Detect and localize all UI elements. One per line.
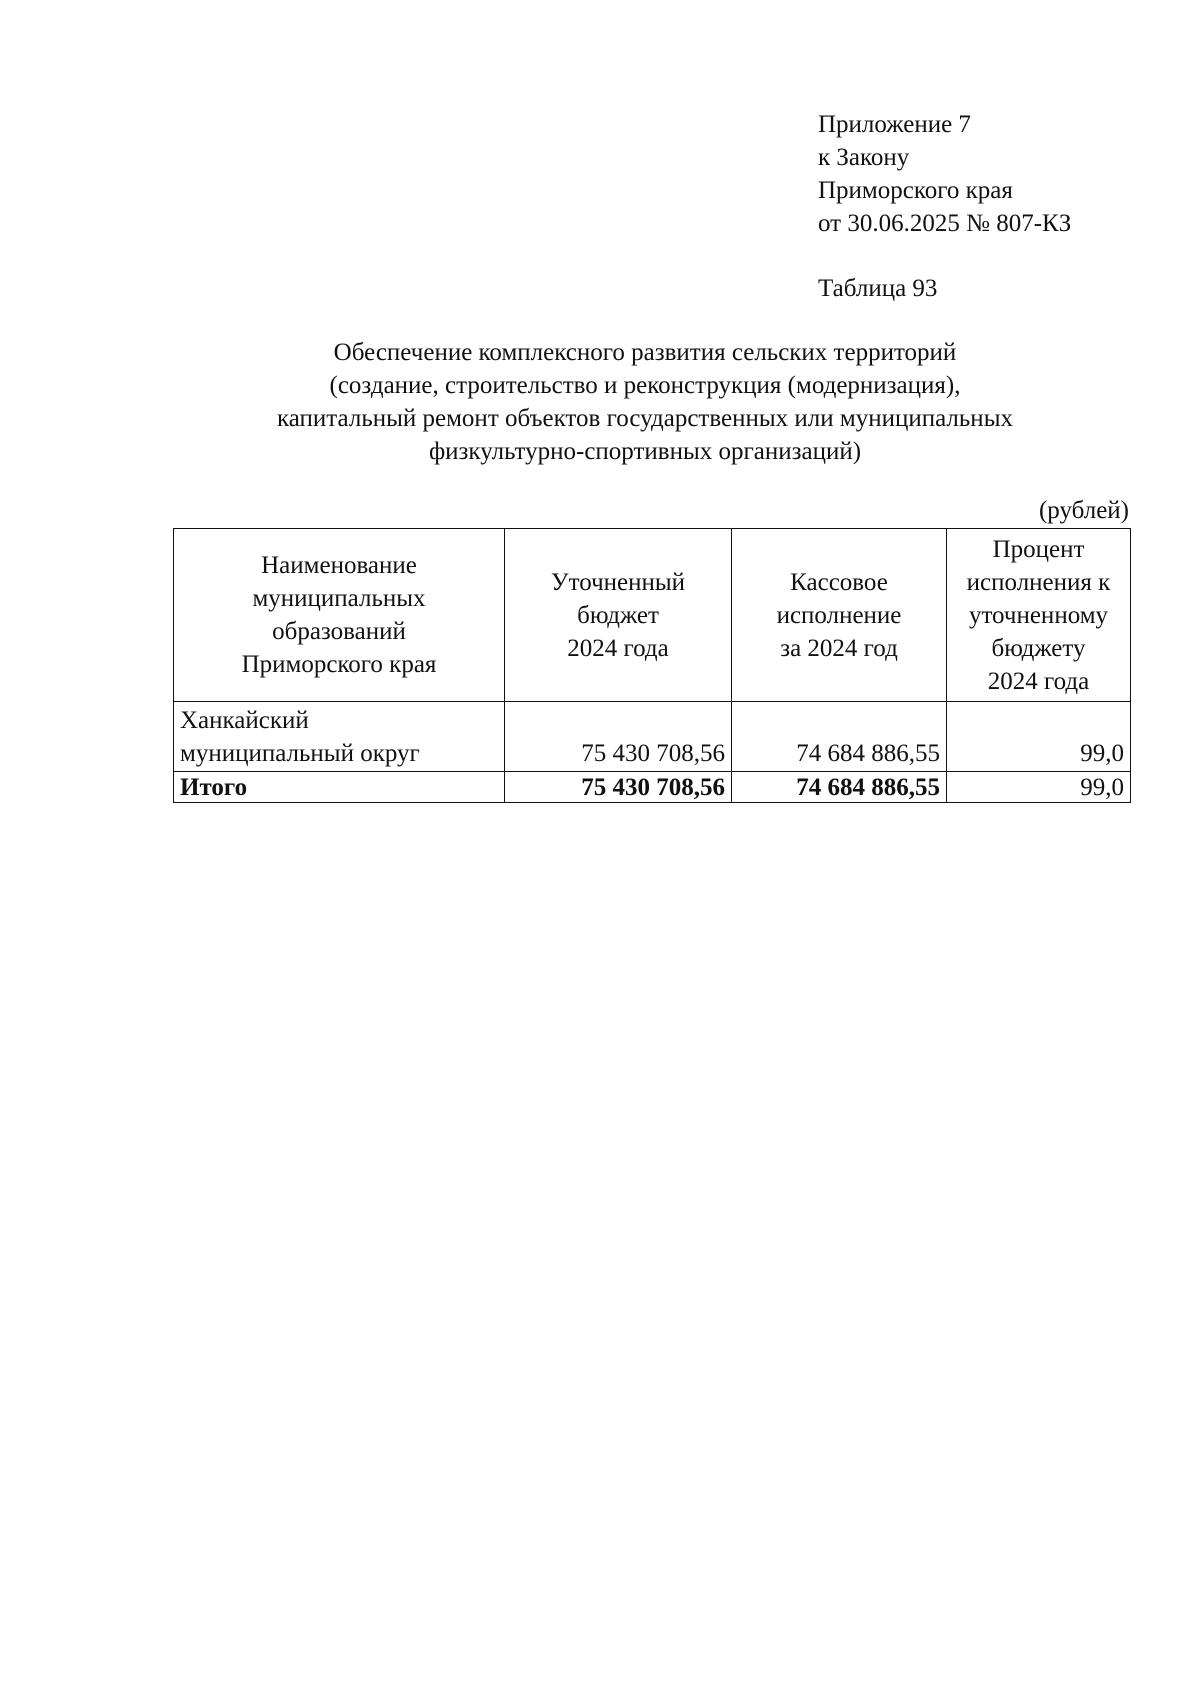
- total-budget-cell: 75 430 708,56: [505, 772, 732, 803]
- municipality-name-line: муниципальный округ: [180, 740, 420, 767]
- header-text: уточненному: [968, 601, 1109, 629]
- header-text: Приморского края: [241, 651, 437, 678]
- total-execution-cell: 74 684 886,55: [732, 772, 947, 803]
- title-line: капитальный ремонт объектов государственных или муниципальных: [277, 405, 1013, 432]
- law-date-line: от 30.06.2025 № 807-КЗ: [818, 210, 1072, 237]
- header-text: за 2024 год: [780, 634, 898, 662]
- title-line: Обеспечение комплексного развития сельских территорий: [333, 339, 957, 366]
- municipality-name-line: Ханкайский: [180, 707, 309, 734]
- header-text: Процент: [992, 535, 1085, 563]
- column-header-percent: [947, 529, 1131, 702]
- region-line: Приморского края: [818, 177, 1013, 204]
- units-label: (рублей): [1038, 497, 1129, 524]
- column-header-municipality: [174, 529, 505, 702]
- appendix-line: Приложение 7: [818, 111, 971, 138]
- table-row: [174, 702, 1131, 772]
- budget-table: [173, 528, 1131, 803]
- title-line: физкультурно-спортивных организаций): [428, 438, 862, 465]
- table-header-row: [174, 529, 1131, 702]
- document-title: [170, 336, 1120, 468]
- percent-cell: 99,0: [947, 702, 1131, 772]
- column-header-execution: [732, 529, 947, 702]
- header-text: бюджету: [991, 634, 1086, 662]
- total-row: [174, 772, 1131, 803]
- total-percent-cell: 99,0: [947, 772, 1131, 803]
- execution-cell: 74 684 886,55: [732, 702, 947, 772]
- header-text: 2024 года: [987, 667, 1090, 695]
- column-header-budget: [505, 529, 732, 702]
- total-label-cell: Итого: [174, 772, 505, 803]
- header-text: Уточненный: [550, 568, 686, 596]
- appendix-header: [818, 108, 1071, 240]
- header-text: Кассовое: [790, 568, 888, 596]
- header-text: исполнения к: [966, 568, 1111, 596]
- budget-cell: 75 430 708,56: [505, 702, 732, 772]
- header-text: 2024 года: [567, 634, 669, 662]
- header-text: муниципальных: [252, 585, 426, 612]
- title-line: (создание, строительство и реконструкция (модернизация),: [329, 372, 961, 399]
- header-text: Наименование: [261, 552, 417, 579]
- law-ref-line: к Закону: [818, 144, 910, 171]
- header-text: бюджет: [577, 601, 659, 629]
- header-text: образований: [272, 618, 406, 645]
- header-text: исполнение: [776, 601, 902, 629]
- table-number: Таблица 93: [818, 275, 938, 302]
- municipality-name-cell: [174, 702, 505, 772]
